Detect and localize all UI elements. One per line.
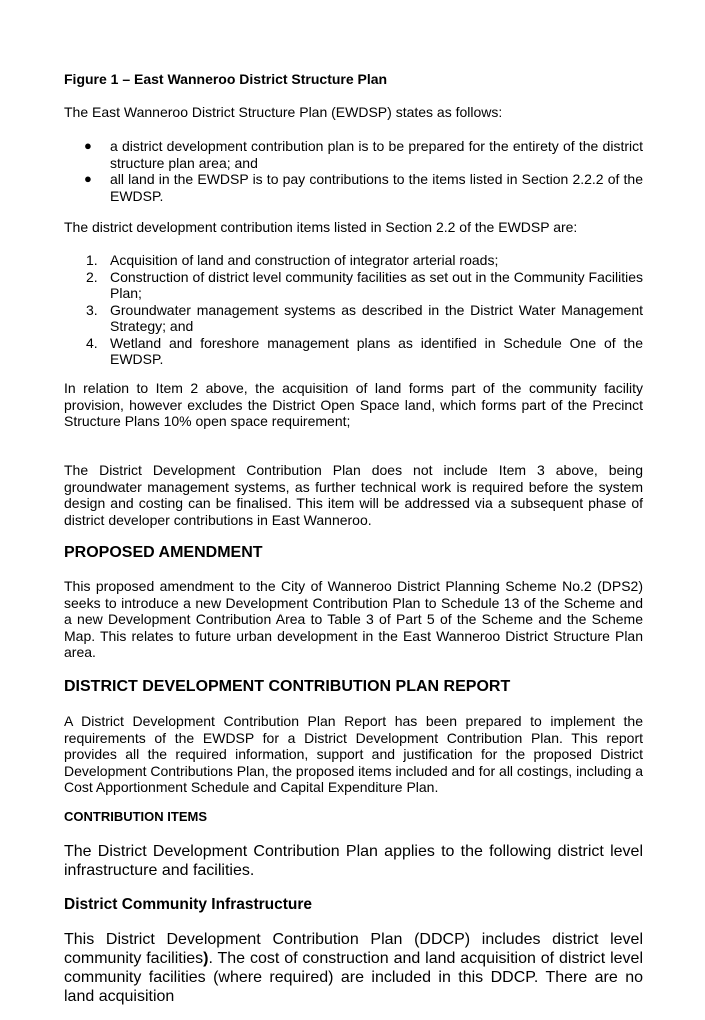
list-item-text: Construction of district level community facilities as set out in the Community Facilities Plan;: [110, 268, 643, 301]
bullet-list: [64, 138, 643, 204]
item2-paragraph: In relation to Item 2 above, the acquisition of land forms part of the community facility provision, however excludes the District Open Space land, which forms part of the Precinct Structure Plans 10% open space requirement;: [64, 380, 643, 429]
list-item-text: Groundwater management systems as described in the District Water Management Strategy; and: [110, 301, 643, 334]
list-item: [64, 269, 643, 302]
list-number: 1.: [86, 252, 98, 268]
list-item-text: Acquisition of land and construction of integrator arterial roads;: [110, 252, 499, 268]
list-item-text: a district development contribution plan is to be prepared for the entirety of the district structure plan area; and: [110, 138, 643, 171]
figure-caption: Figure 1 – East Wanneroo District Structure Plan: [64, 71, 388, 87]
list-item: [64, 335, 643, 368]
list-item: [64, 252, 643, 269]
amendment-paragraph: This proposed amendment to the City of Wanneroo District Planning Scheme No.2 (DPS2) seeks to introduce a new Development Contribution Plan to Schedule 13 of the Scheme and a new Development Contribution Area to Table 3 of Part 5 of the Scheme and the Scheme Map. This relates to future urban development in the East Wanneroo District Structure Plan area.: [64, 578, 643, 660]
intro-paragraph: The East Wanneroo District Structure Plan (EWDSP) states as follows:: [64, 104, 503, 120]
community-infrastructure-paragraph: [64, 930, 643, 1006]
items-intro-paragraph: The district development contribution items listed in Section 2.2 of the EWDSP are:: [64, 219, 578, 235]
list-number: 4.: [86, 334, 98, 351]
list-number: 3.: [86, 301, 98, 318]
bullet-marker: ●: [84, 171, 92, 186]
numbered-list: [64, 252, 643, 368]
community-paragraph-part-1: This District Development Contribution Plan (DDCP) includes district level community facilities: [64, 931, 643, 967]
report-heading: DISTRICT DEVELOPMENT CONTRIBUTION PLAN REPORT: [64, 678, 511, 695]
community-infrastructure-heading: District Community Infrastructure: [64, 896, 313, 913]
community-paragraph-part-2: ). The cost of construction and land acquisition of district level community facilities (where required) are included in this DDCP. There are no land acquisition: [64, 950, 643, 1005]
list-item-text: all land in the EWDSP is to pay contributions to the items listed in Section 2.2.2 of the EWDSP.: [110, 171, 643, 204]
list-item: [64, 138, 643, 171]
list-item: [64, 171, 643, 204]
contribution-items-paragraph: The District Development Contribution Plan applies to the following district level infrastructure and facilities.: [64, 843, 643, 879]
list-item-text: Wetland and foreshore management plans as identified in Schedule One of the EWDSP.: [110, 334, 643, 367]
bullet-marker: ●: [84, 138, 92, 153]
report-paragraph: A District Development Contribution Plan Report has been prepared to implement the requirements of the EWDSP for a District Development Contribution Plan. This report provides all the required information, support and justification for the proposed District Development Contributions Plan, the proposed items included and for all costings, including a Cost Apportionment Schedule and Capital Expenditure Plan.: [64, 713, 644, 795]
list-item: [64, 302, 643, 335]
amendment-heading: PROPOSED AMENDMENT: [64, 544, 263, 561]
list-number: 2.: [86, 268, 98, 285]
contribution-items-heading: CONTRIBUTION ITEMS: [64, 809, 207, 824]
item3-paragraph: The District Development Contribution Plan does not include Item 3 above, being groundwater management systems, as further technical work is required before the system design and costing can be finalised. This item will be addressed via a subsequent phase of district developer contributions in East Wanneroo.: [64, 462, 643, 528]
